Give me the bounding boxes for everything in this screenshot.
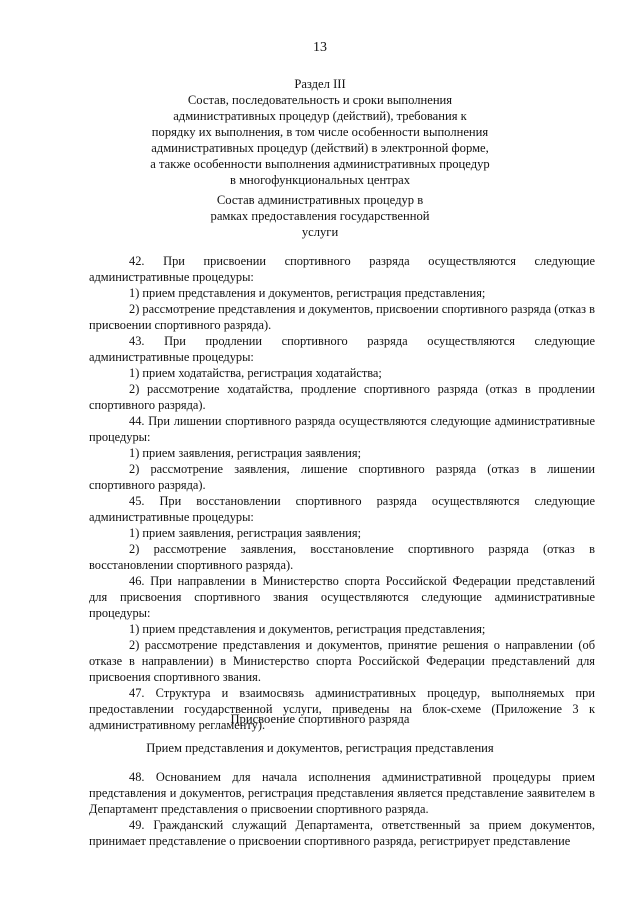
paragraph-47: 47. Структура и взаимосвязь административных процедур, выполняемых при предоставлении государственной услуги, приведены на блок-схеме (Приложение 3 к административному регламенту).: [89, 686, 595, 732]
list-item: 2) рассмотрение представления и документов, принятие решения о направлении (об отказе в направлении) в Министерство спорта Российской Федерации представлений для присвоения спортивного звания.: [89, 638, 595, 684]
subheading-assignment: Присвоение спортивного разряда: [230, 712, 410, 726]
paragraph-48: 48. Основанием для начала исполнения административной процедуры прием представления и документов, регистрация представления является представление заявителем в Департамент представления о присвоении спортивного разряда.: [89, 770, 595, 816]
paragraph-43: 43. При продлении спортивного разряда осуществляются следующие административные процедуры:: [89, 334, 595, 364]
paragraphs-block-1: [89, 253, 595, 733]
paragraph-49: 49. Гражданский служащий Департамента, ответственный за прием документов, принимает представление о присвоении спортивного разряда, регистрирует представление: [89, 818, 595, 848]
page-number: 13: [313, 40, 327, 55]
list-item: 1) прием заявления, регистрация заявления;: [129, 526, 362, 540]
section-subtitle: Состав, последовательность и сроки выполнения административных процедур (действий), требования к порядку их выполнения, в том числе особенности выполнения административных процедур (действий) в электронной форме, а также особенности выполнения административных процедур в многофункциональных центрах: [150, 93, 490, 187]
list-item: 1) прием представления и документов, регистрация представления;: [129, 622, 486, 636]
list-item: 2) рассмотрение ходатайства, продление спортивного разряда (отказ в продлении спортивного разряда).: [89, 382, 595, 412]
section-title: Раздел III: [294, 77, 346, 91]
subheading-reception: Прием представления и документов, регистрация представления: [146, 741, 494, 755]
paragraph-46: 46. При направлении в Министерство спорта Российской Федерации представлений для присвоения спортивного звания осуществляются следующие административные процедуры:: [89, 574, 595, 620]
list-item: 1) прием представления и документов, регистрация представления;: [129, 286, 486, 300]
subheading-procedures: Состав административных процедур в рамках предоставления государственной услуги: [210, 193, 430, 239]
list-item: 2) рассмотрение представления и документов, присвоении спортивного разряда (отказ в присвоении спортивного разряда).: [89, 302, 595, 332]
list-item: 2) рассмотрение заявления, восстановление спортивного разряда (отказ в восстановлении спортивного разряда).: [89, 542, 595, 572]
paragraph-42: 42. При присвоении спортивного разряда осуществляются следующие административные процедуры:: [89, 254, 595, 284]
list-item: 2) рассмотрение заявления, лишение спортивного разряда (отказ в лишении спортивного разряда).: [89, 462, 595, 492]
paragraphs-block-2: [89, 769, 595, 849]
list-item: 1) прием ходатайства, регистрация ходатайства;: [129, 366, 382, 380]
paragraph-45: 45. При восстановлении спортивного разряда осуществляются следующие административные процедуры:: [89, 494, 595, 524]
list-item: 1) прием заявления, регистрация заявления;: [129, 446, 362, 460]
paragraph-44: 44. При лишении спортивного разряда осуществляются следующие административные процедуры:: [89, 414, 595, 444]
